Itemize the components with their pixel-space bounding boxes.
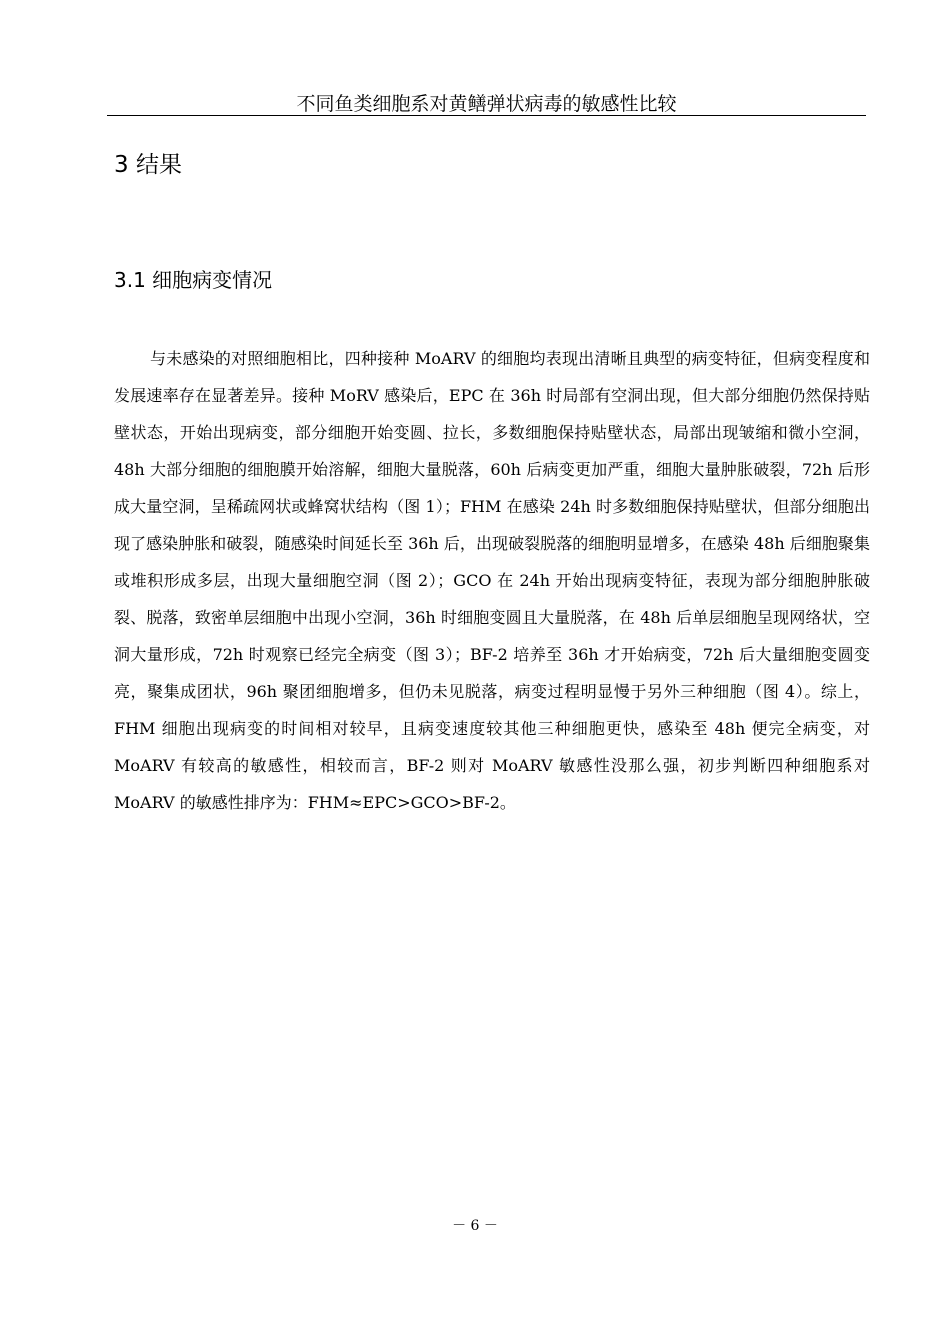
body-paragraph: 与未感染的对照细胞相比，四种接种 MoARV 的细胞均表现出清晰且典型的病变特征，但病变程度和发展速率存在显著差异。接种 MoRV 感染后，EPC 在 36h 时局部有空洞出现，但大部分细胞仍然保持贴壁状态，开始出现病变，部分细胞开始变圆、拉长，多数细胞保持贴壁状态，局部出现皱缩和微小空洞，48h 大部分细胞的细胞膜开始溶解，细胞大量脱落，60h 后病变更加严重，细胞大量肿胀破裂，72h 后形成大量空洞，呈稀疏网状或蜂窝状结构（图 1）；FHM 在感染 24h 时多数细胞保持贴壁状，但部分细胞出现了感染肿胀和破裂，随感染时间延长至 36h 后，出现破裂脱落的细胞明显增多，在感染 48h 后细胞聚集或堆积形成多层，出现大量细胞空洞（图 2）；GCO 在 24h 开始出现病变特征，表现为部分细胞肿胀破裂、脱落，致密单层细胞中出现小空洞，36h 时细胞变圆且大量脱落，在 48h 后单层细胞呈现网络状，空洞大量形成，72h 时观察已经完全病变（图 3）；BF-2 培养至 36h 才开始病变，72h 后大量细胞变圆变亮，聚集成团状，96h 聚团细胞增多，但仍未见脱落，病变过程明显慢于另外三种细胞（图 4）。综上，FHM 细胞出现病变的时间相对较早，且病变速度较其他三种细胞更快，感染至 48h 便完全病变，对 MoARV 有较高的敏感性，相较而言，BF-2 则对 MoARV 敏感性没那么强，初步判断四种细胞系对 MoARV 的敏感性排序为：FHM≈EPC>GCO>BF-2。 [114, 349, 870, 812]
running-header: 不同鱼类细胞系对黄鳝弹状病毒的敏感性比较 [296, 93, 677, 115]
section-title: 3 结果 [114, 152, 182, 178]
header-rule [107, 115, 866, 116]
subsection-title: 3.1 细胞病变情况 [114, 268, 273, 292]
page-number: － 6 － [452, 1218, 498, 1234]
